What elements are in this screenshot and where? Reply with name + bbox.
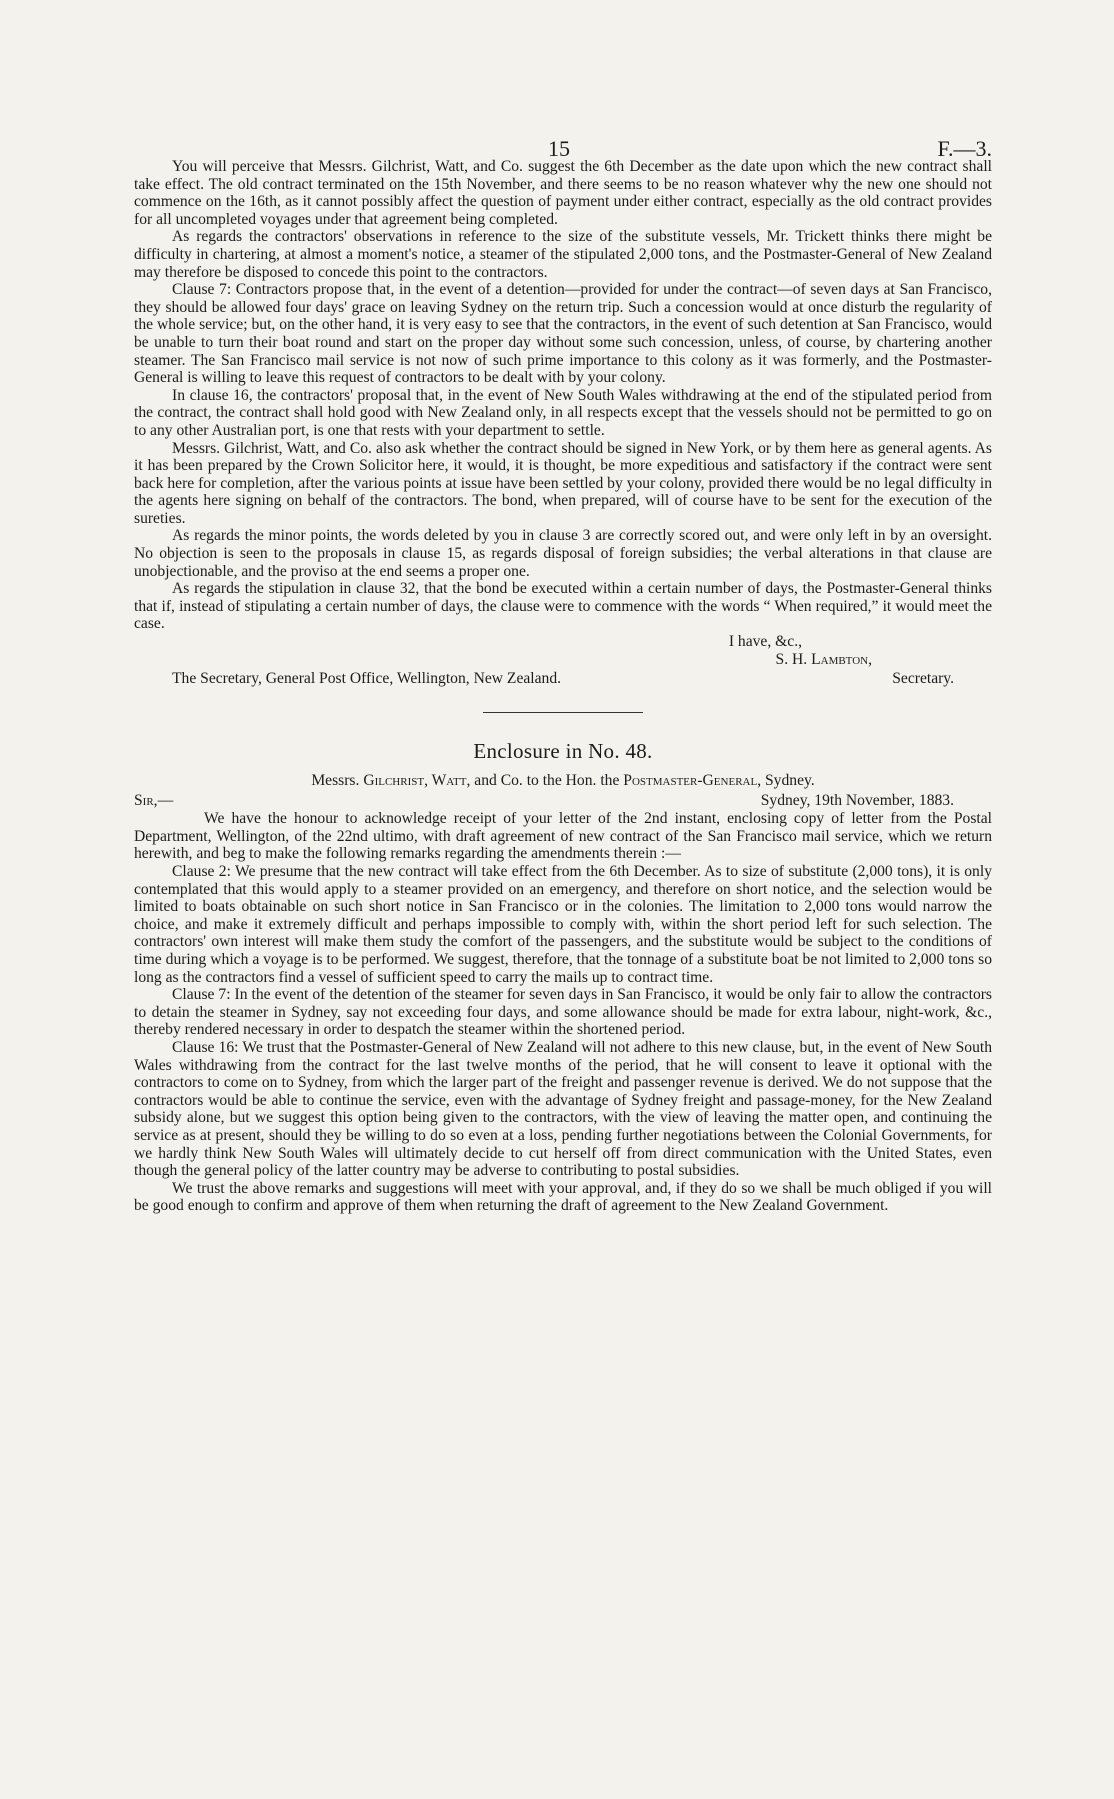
signatory-surname: Lambton, <box>811 650 872 668</box>
page-content <box>134 118 992 1215</box>
heading-sender: Gilchrist, Watt, <box>363 772 471 790</box>
enclosure-heading <box>134 772 992 790</box>
letter-paragraph: As regards the stipulation in clause 32, that the bond be executed within a certain number of days, the Postmaster-General thinks that if, instead of stipulating a certain number of days, the clause were to commence with the words “ When required,” it would meet the case. <box>134 580 992 633</box>
salutation: Sir,— <box>134 792 174 810</box>
heading-middle: and Co. to the Hon. the <box>474 772 620 790</box>
section-divider <box>483 712 643 713</box>
letter-paragraph: Messrs. Gilchrist, Watt, and Co. also ask whether the contract should be signed in New York, or by them here as general agents. As it has been prepared by the Crown Solicitor here, it would, it is thought, be more expeditious and satisfactory if the contract were sent back here for completion, after the various points at issue have been settled by your colony, provided there would be no legal difficulty in the agents here signing on behalf of the contractors. The bond, when prepared, will of course have to be sent for the execution of the sureties. <box>134 439 992 527</box>
enclosure-body <box>134 810 992 1215</box>
letter-paragraph: As regards the contractors' observations in reference to the size of the substitute vessels, Mr. Trickett thinks there might be difficulty in chartering, at almost a moment's notice, a steamer of the stipulated 2,000 tons, and the Postmaster-General of New Zealand may therefore be disposed to concede this point to the contractors. <box>134 228 992 281</box>
addressee-row <box>134 670 992 690</box>
letter-paragraph: Clause 7: Contractors propose that, in the event of a detention—provided for under the contract—of seven days at San Francisco, they should be allowed four days' grace on leaving Sydney on the return trip. Such a concession would at once disturb the regularity of the whole service; but, on the other hand, it is very easy to see that the contractors, in the event of such detention at San Francisco, would be unable to turn their boat round and start on the proper day without some such concession, unless, of course, by chartering another steamer. The San Francisco mail service is not now of such prime importance to this colony as it was formerly, and the Postmaster-General is willing to leave this request of contractors to be dealt with by your colony. <box>134 281 992 387</box>
signatory-initials: S. H. <box>775 650 808 668</box>
heading-recipient: Postmaster-General, <box>623 772 762 790</box>
salutation-row <box>134 792 992 810</box>
document-reference: F.—3. <box>937 136 992 161</box>
signatory-title: Secretary. <box>892 670 954 688</box>
page-header <box>134 118 992 161</box>
closing-line: I have, &c., <box>728 633 802 651</box>
page-number: 15 <box>548 136 570 161</box>
heading-place: Sydney. <box>765 772 815 790</box>
addressee: The Secretary, General Post Office, Wellington, New Zealand. <box>172 670 562 688</box>
enclosure-paragraph: Clause 16: We trust that the Postmaster-General of New Zealand will not adhere to this new clause, but, in the event of New South Wales withdrawing from the contract for the last twelve months of the period, that he will consent to leave it optional with the contractors to come on to Sydney, from which the larger part of the freight and passenger revenue is derived. We do not suppose that the contractors would be able to continue the service, even with the advantage of Sydney freight and passage-money, for the New Zealand subsidy alone, but we suggest this option being given to the contractors, with the view of leaving the matter open, and continuing the service as at present, should they be willing to do so even at a loss, pending further negotiations between the Colonial Governments, for we hardly think New South Wales will ultimately decide to cut herself off from direct communication with the United States, even though the general policy of the latter country may be adverse to contributing to postal subsidies. <box>134 1038 992 1180</box>
enclosure-paragraph: Clause 7: In the event of the detention of the steamer for seven days in San Francisco, it would be only fair to allow the contractors to detain the steamer in Sydney, say not exceeding four days, and some allowance should be made for extra labour, night-work, &c., thereby rendered necessary in order to despatch the steamer within the shortened period. <box>134 986 992 1039</box>
letter-body <box>134 158 992 668</box>
enclosure-paragraph: We trust the above remarks and suggestions will meet with your approval, and, if they do so we shall be much obliged if you will be good enough to confirm and approve of them when returning the draft of agreement to the New Zealand Government. <box>134 1179 992 1215</box>
letter-paragraph: In clause 16, the contractors' proposal that, in the event of New South Wales withdrawing at the end of the stipulated period from the contract, the contract shall hold good with New Zealand only, in all respects except that the vessels should not be permitted to go on to any other Australian port, is one that rests with your department to settle. <box>134 386 992 439</box>
signatory-name <box>134 651 992 669</box>
heading-prefix: Messrs. <box>311 772 360 790</box>
letter-paragraph: As regards the minor points, the words deleted by you in clause 3 are correctly scored out, and were only left in by an oversight. No objection is seen to the proposals in clause 15, as regards disposal of foreign subsidies; the verbal alterations in that clause are unobjectionable, and the proviso at the end seems a proper one. <box>134 527 992 580</box>
letter-date: Sydney, 19th November, 1883. <box>760 792 954 810</box>
letter-paragraph: You will perceive that Messrs. Gilchrist, Watt, and Co. suggest the 6th December as the date upon which the new contract shall take effect. The old contract terminated on the 15th November, and there seems to be no reason whatever why the new one should not commence on the 16th, as it cannot possibly affect the question of payment under either contract, especially as the old contract provides for all uncompleted voyages under that agreement being completed. <box>134 158 992 228</box>
enclosure-title: Enclosure in No. 48. <box>473 739 653 764</box>
enclosure-paragraph: Clause 2: We presume that the new contract will take effect from the 6th December. As to size of substitute (2,000 tons), it is only contemplated that this would apply to a steamer provided on an emergency, and therefore on short notice, and the selection would be limited to boats obtainable on such short notice in San Francisco or in the colonies. The limitation to 2,000 tons would narrow the choice, and make it extremely difficult and perhaps impossible to comply with, within the short period left for such selection. The contractors' own interest will make them study the comfort of the passengers, and the substitute would be subject to the conditions of time during which a voyage is to be performed. We suggest, therefore, that the tonnage of a substitute boat be not limited to 2,000 tons so long as the contractors find a vessel of sufficient speed to carry the mails up to contract time. <box>134 863 992 986</box>
enclosure-paragraph: We have the honour to acknowledge receipt of your letter of the 2nd instant, enclosing copy of letter from the Postal Department, Wellington, of the 22nd ultimo, with draft agreement of new contract of the San Francisco mail service, which we return herewith, and beg to make the following remarks regarding the amendments therein :— <box>134 810 992 863</box>
